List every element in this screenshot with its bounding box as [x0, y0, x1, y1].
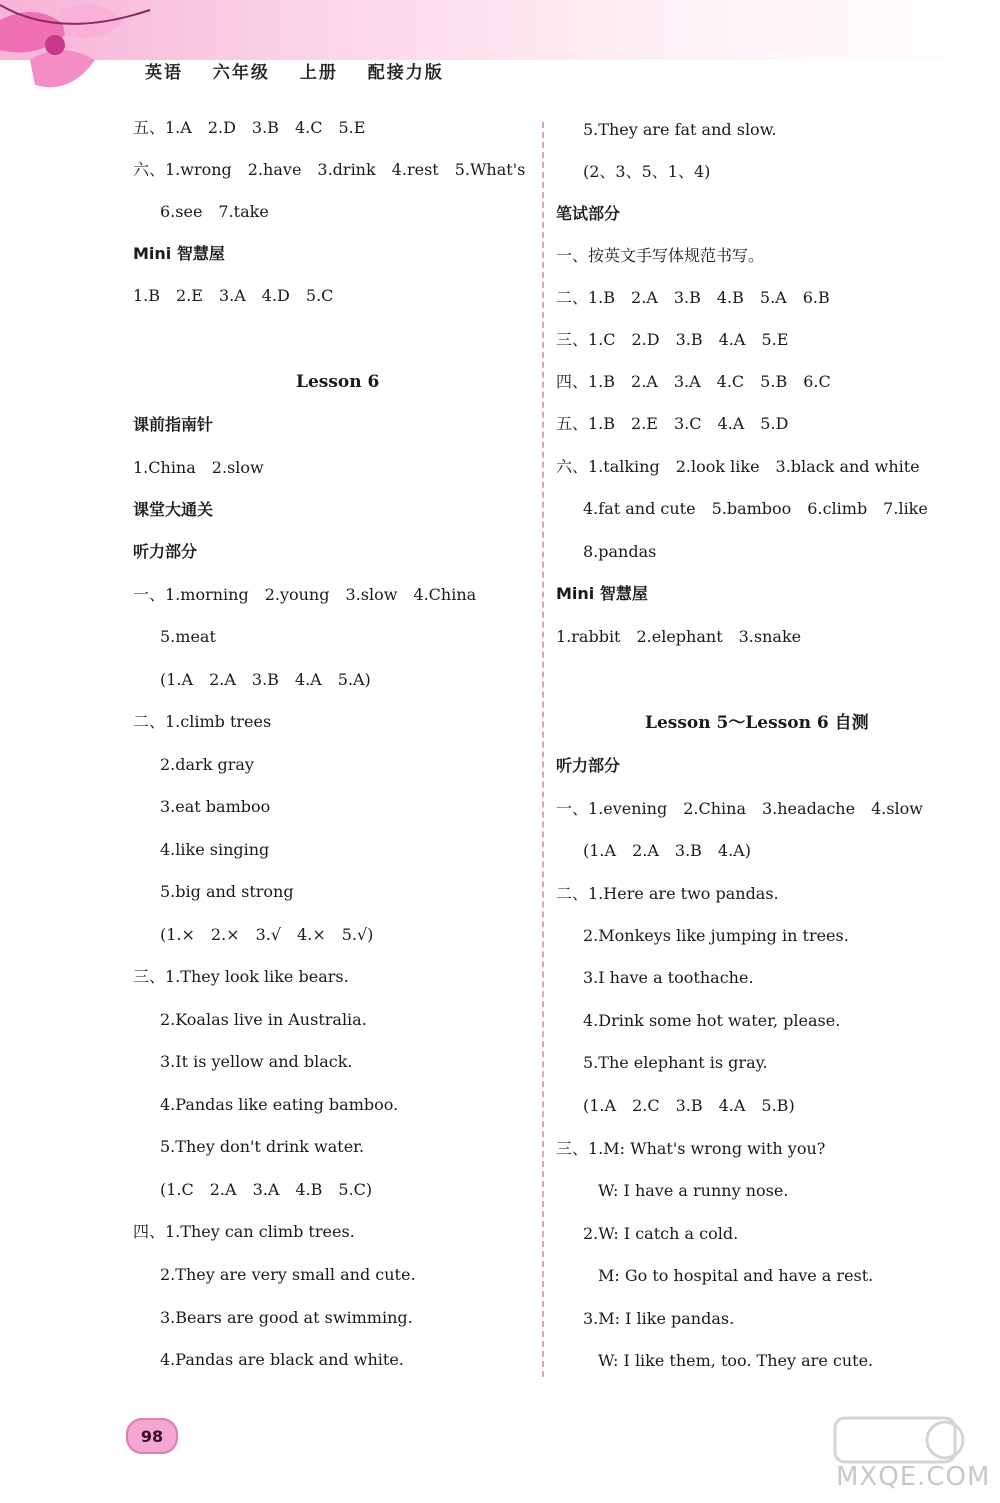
answer-line: 二、1.climb trees: [133, 712, 272, 731]
answer-line: (1.A 2.A 3.B 4.A): [583, 841, 751, 860]
answer-line: (1.C 2.A 3.A 4.B 5.C): [160, 1180, 373, 1199]
answer-line: 二、1.Here are two pandas.: [556, 884, 779, 903]
page-header-title: [145, 58, 466, 83]
section-heading: 课堂大通关: [133, 500, 214, 519]
answer-line: 六、1.wrong 2.have 3.drink 4.rest 5.What's: [133, 160, 526, 179]
subject-label: 英语: [145, 63, 183, 83]
answer-line: 5.They don't drink water.: [160, 1137, 365, 1156]
answer-line: 五、1.B 2.E 3.C 4.A 5.D: [556, 414, 789, 433]
answer-line: 4.like singing: [160, 840, 270, 859]
answer-line: 5.meat: [160, 627, 216, 646]
answer-line: 4.Pandas are black and white.: [160, 1350, 404, 1369]
answer-line: 4.Drink some hot water, please.: [583, 1011, 841, 1030]
answer-line: (1.A 2.C 3.B 4.A 5.B): [583, 1096, 795, 1115]
answer-line: 二、1.B 2.A 3.B 4.B 5.A 6.B: [556, 288, 830, 307]
answer-line: 1.China 2.slow: [133, 458, 264, 477]
answer-line: 3.Bears are good at swimming.: [160, 1308, 413, 1327]
answer-line: 2.They are very small and cute.: [160, 1265, 416, 1284]
section-heading: Mini 智慧屋: [556, 584, 648, 603]
section-heading: 听力部分: [133, 542, 198, 561]
answer-line: 六、1.talking 2.look like 3.black and white: [556, 457, 920, 476]
answer-line: 2.W: I catch a cold.: [583, 1224, 739, 1243]
page-number-badge: 98: [126, 1418, 178, 1454]
volume-label: 上册: [299, 63, 338, 83]
answer-line: 三、1.C 2.D 3.B 4.A 5.E: [556, 330, 789, 349]
section-heading: 听力部分: [556, 756, 621, 775]
flower-decoration-icon: [0, 0, 170, 100]
answer-line: 4.Pandas like eating bamboo.: [160, 1095, 399, 1114]
answer-line: W: I have a runny nose.: [598, 1181, 789, 1200]
answer-line: 3.I have a toothache.: [583, 968, 754, 987]
answer-line: 5.The elephant is gray.: [583, 1053, 768, 1072]
watermark-text: MXQE.COM: [836, 1462, 991, 1492]
answer-line: 3.eat bamboo: [160, 797, 271, 816]
answer-line: 三、1.They look like bears.: [133, 967, 349, 986]
answer-line: 3.It is yellow and black.: [160, 1052, 353, 1071]
answer-line: (2、3、5、1、4): [583, 162, 711, 181]
answer-line: 一、1.evening 2.China 3.headache 4.slow: [556, 799, 924, 818]
section-heading: 笔试部分: [556, 204, 621, 223]
column-divider: [542, 122, 544, 1377]
answer-line: 2.Monkeys like jumping in trees.: [583, 926, 849, 945]
edition-label: 配接力版: [367, 63, 444, 83]
grade-label: 六年级: [212, 63, 270, 83]
answer-line: 五、1.A 2.D 3.B 4.C 5.E: [133, 118, 366, 137]
answer-line: W: I like them, too. They are cute.: [598, 1351, 874, 1370]
answer-line: 6.see 7.take: [160, 202, 269, 221]
answer-line: 一、1.morning 2.young 3.slow 4.China: [133, 585, 477, 604]
answer-line: 3.M: I like pandas.: [583, 1309, 735, 1328]
answer-line: 1.rabbit 2.elephant 3.snake: [556, 627, 802, 646]
answer-line: 4.fat and cute 5.bamboo 6.climb 7.like: [583, 499, 928, 518]
answer-line: M: Go to hospital and have a rest.: [598, 1266, 874, 1285]
lesson-title: Lesson 5～Lesson 6 自测: [645, 713, 869, 733]
answer-line: 1.B 2.E 3.A 4.D 5.C: [133, 286, 334, 305]
answer-line: 8.pandas: [583, 542, 657, 561]
answer-line: 2.dark gray: [160, 755, 254, 774]
answer-line: (1.× 2.× 3.√ 4.× 5.√): [160, 925, 374, 944]
answer-line: 四、1.They can climb trees.: [133, 1222, 355, 1241]
answer-line: 2.Koalas live in Australia.: [160, 1010, 367, 1029]
section-heading: Mini 智慧屋: [133, 244, 225, 263]
answer-line: 5.big and strong: [160, 882, 294, 901]
answer-line: 一、按英文手写体规范书写。: [556, 246, 765, 265]
answer-line: (1.A 2.A 3.B 4.A 5.A): [160, 670, 371, 689]
answer-line: 三、1.M: What's wrong with you?: [556, 1139, 826, 1158]
lesson-title: Lesson 6: [296, 372, 380, 392]
section-heading: 课前指南针: [133, 415, 214, 434]
answer-line: 5.They are fat and slow.: [583, 120, 777, 139]
answer-line: 四、1.B 2.A 3.A 4.C 5.B 6.C: [556, 372, 831, 391]
